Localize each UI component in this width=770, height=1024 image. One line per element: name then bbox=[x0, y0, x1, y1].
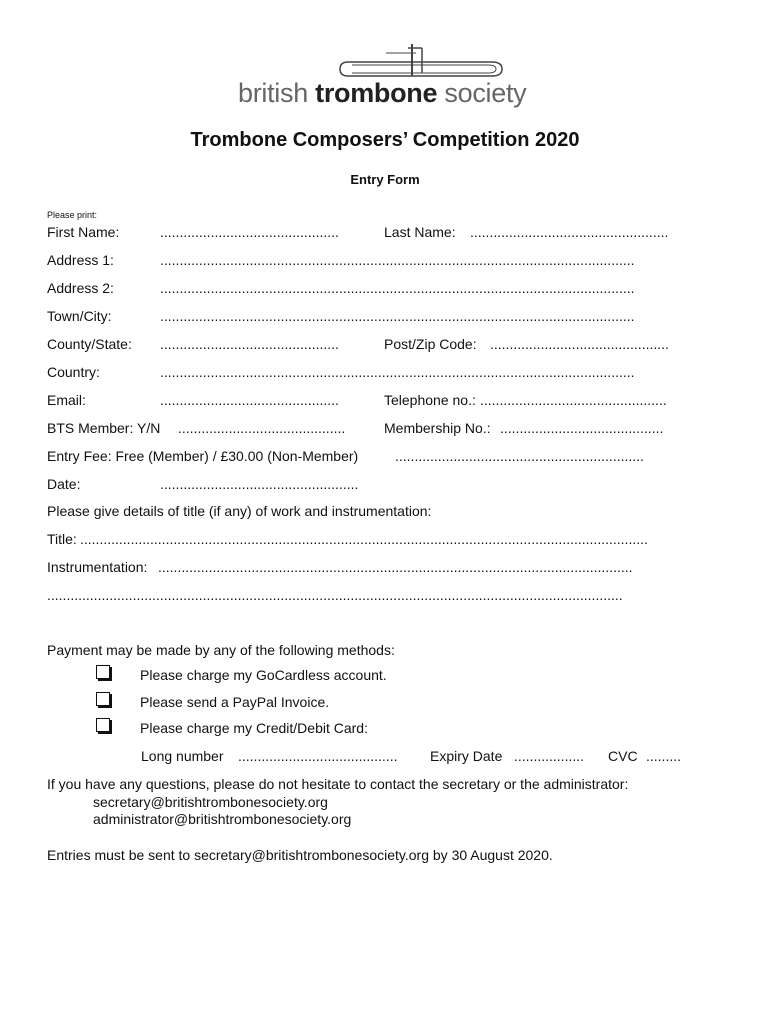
date-field[interactable]: ................................................... bbox=[160, 476, 359, 492]
postcode-label: Post/Zip Code: bbox=[384, 336, 477, 352]
town-label: Town/City: bbox=[47, 308, 112, 324]
page-title: Trombone Composers’ Competition 2020 bbox=[190, 129, 580, 151]
membership-field[interactable]: .......................................... bbox=[500, 420, 664, 436]
instrumentation-field[interactable]: .......................................................................................................................... bbox=[158, 559, 633, 575]
please-print-note: Please print: bbox=[47, 210, 98, 220]
telephone-label: Telephone no.: bbox=[384, 392, 476, 408]
closing-note: Entries must be sent to secretary@britishtrombonesociety.org by 30 August 2020. bbox=[47, 847, 553, 863]
card-option-label: Please charge my Credit/Debit Card: bbox=[140, 720, 368, 736]
address2-field[interactable]: .......................................................................................................................... bbox=[160, 280, 635, 296]
instrumentation-label: Instrumentation: bbox=[47, 559, 148, 575]
contact-question: If you have any questions, please do not hesitate to contact the secretary or the administrator: bbox=[47, 776, 629, 792]
telephone-field[interactable]: ................................................ bbox=[480, 392, 667, 408]
county-field[interactable]: .............................................. bbox=[160, 336, 339, 352]
bts-member-field[interactable]: ........................................... bbox=[178, 420, 346, 436]
membership-label: Membership No.: bbox=[384, 420, 491, 436]
page-subtitle: Entry Form bbox=[350, 172, 420, 187]
extra-line-field[interactable]: .................................................................................................................................................... bbox=[47, 587, 623, 603]
last-name-field[interactable]: ................................................... bbox=[470, 224, 669, 240]
expiry-field[interactable]: .................. bbox=[514, 748, 585, 764]
card-checkbox[interactable] bbox=[96, 718, 110, 732]
entry-fee-label: Entry Fee: Free (Member) / £30.00 (Non-Member) bbox=[47, 448, 359, 464]
bts-member-label: BTS Member: Y/N bbox=[47, 420, 161, 436]
address1-field[interactable]: .......................................................................................................................... bbox=[160, 252, 635, 268]
administrator-email: administrator@britishtrombonesociety.org bbox=[93, 811, 352, 827]
email-field[interactable]: .............................................. bbox=[160, 392, 339, 408]
payment-heading: Payment may be made by any of the following methods: bbox=[47, 642, 395, 658]
long-number-field[interactable]: ......................................... bbox=[238, 748, 398, 764]
address2-label: Address 2: bbox=[47, 280, 114, 296]
secretary-email: secretary@britishtrombonesociety.org bbox=[93, 794, 328, 810]
entry-fee-field[interactable]: ................................................................ bbox=[395, 448, 644, 464]
gocardless-checkbox[interactable] bbox=[96, 665, 110, 679]
date-label: Date: bbox=[47, 476, 81, 492]
last-name-label: Last Name: bbox=[384, 224, 456, 240]
gocardless-option-label: Please charge my GoCardless account. bbox=[140, 667, 387, 683]
country-field[interactable]: .......................................................................................................................... bbox=[160, 364, 635, 380]
county-label: County/State: bbox=[47, 336, 132, 352]
address1-label: Address 1: bbox=[47, 252, 114, 268]
first-name-label: First Name: bbox=[47, 224, 120, 240]
town-field[interactable]: .......................................................................................................................... bbox=[160, 308, 635, 324]
first-name-field[interactable]: .............................................. bbox=[160, 224, 339, 240]
country-label: Country: bbox=[47, 364, 100, 380]
long-number-label: Long number bbox=[141, 748, 224, 764]
paypal-checkbox[interactable] bbox=[96, 692, 110, 706]
cvc-field[interactable]: ......... bbox=[646, 748, 682, 764]
postcode-field[interactable]: .............................................. bbox=[490, 336, 669, 352]
cvc-label: CVC bbox=[608, 748, 638, 764]
email-label: Email: bbox=[47, 392, 86, 408]
logo-text: british trombone society bbox=[238, 78, 527, 108]
work-title-label: Title: bbox=[47, 531, 77, 547]
paypal-option-label: Please send a PayPal Invoice. bbox=[140, 694, 330, 710]
details-instruction: Please give details of title (if any) of work and instrumentation: bbox=[47, 503, 432, 519]
work-title-field[interactable]: .................................................................................................................................................. bbox=[80, 531, 648, 547]
expiry-label: Expiry Date bbox=[430, 748, 503, 764]
